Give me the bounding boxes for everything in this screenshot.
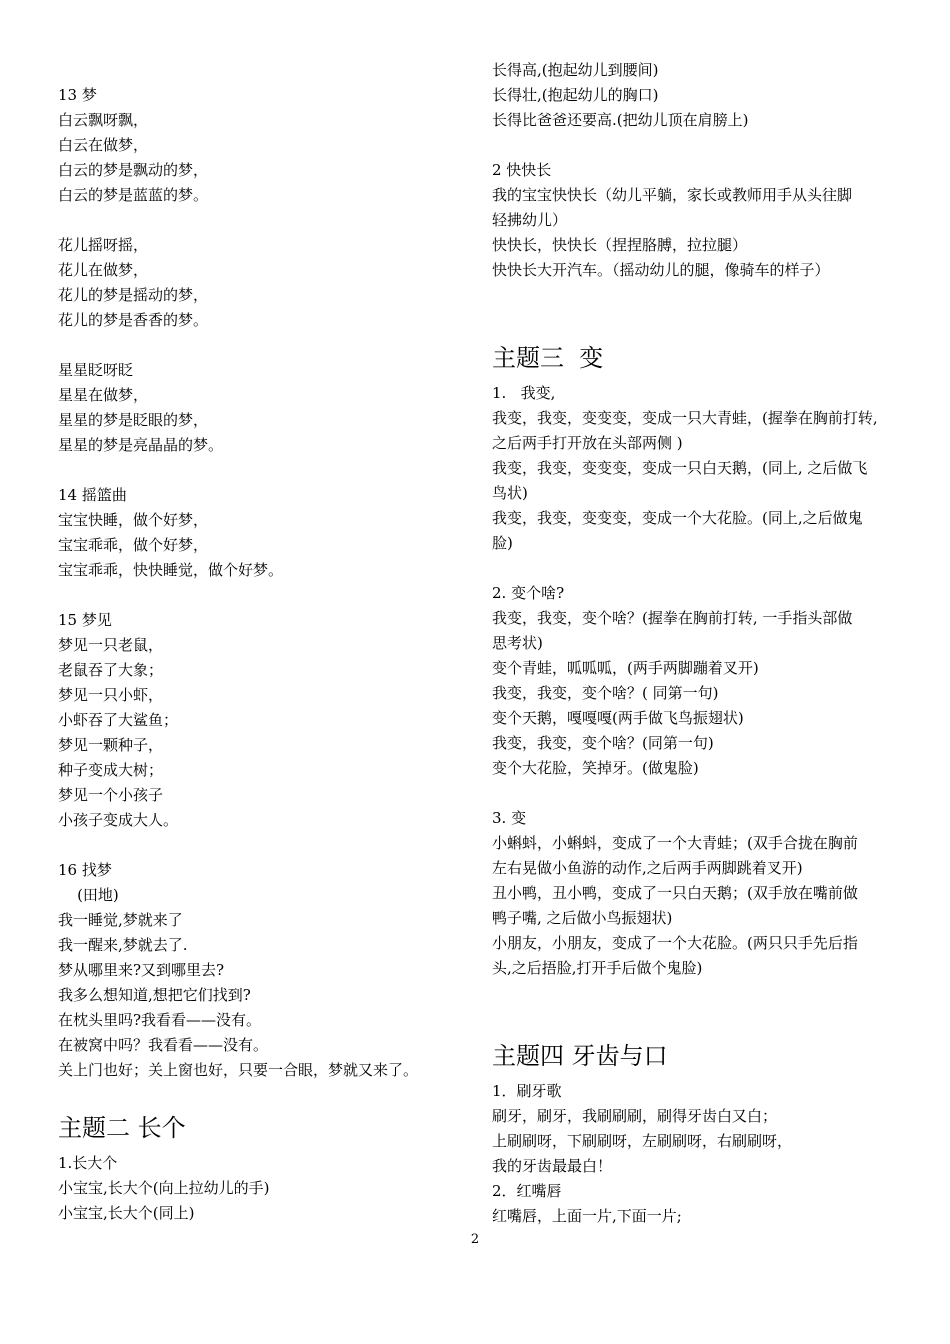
text-line: 我的宝宝快快长（幼儿平躺，家长或教师用手从头往脚	[492, 186, 853, 204]
text-line: 白云的梦是蓝蓝的梦。	[58, 186, 209, 204]
text-line: 我变，我变，变个啥？( 同第一句)	[492, 684, 719, 702]
poem-title: 1.长大个	[58, 1154, 118, 1172]
text-line: 左右晃做小鱼游的动作,之后两手两脚跳着叉开)	[492, 859, 803, 877]
text-line: 快快长，快快长（捏捏胳膊，拉拉腿）	[492, 236, 748, 254]
text-line: 白云的梦是飘动的梦，	[58, 161, 209, 179]
text-line: 梦见一只小虾，	[58, 686, 164, 704]
text-line: 变个天鹅，嘎嘎嘎(两手做飞鸟振翅状)	[492, 709, 744, 727]
text-line: 之后两手打开放在头部两侧 )	[492, 434, 683, 452]
text-line: 丑小鸭，丑小鸭，变成了一只白天鹅；(双手放在嘴前做	[492, 884, 858, 902]
poem-title: 15 梦见	[58, 611, 112, 629]
poem-title: 1．刷牙歌	[492, 1082, 562, 1100]
text-line: 花儿摇呀摇，	[58, 236, 149, 254]
text-line: 鸭子嘴, 之后做小鸟振翅状)	[492, 909, 673, 927]
text-line: 思考状)	[492, 634, 543, 652]
text-line: 我的牙齿最最白！	[492, 1157, 613, 1175]
section-heading: 主题四 牙齿与口	[492, 1042, 668, 1070]
author-line: (田地)	[58, 886, 119, 904]
text-line: 我一睡觉,梦就来了	[58, 911, 183, 929]
poem-title: 2. 变个啥?	[492, 584, 565, 602]
poem-title: 13 梦	[58, 86, 97, 104]
text-line: 在被窝中吗？我看看——没有。	[58, 1036, 269, 1054]
text-line: 花儿的梦是香香的梦。	[58, 311, 209, 329]
poem-title: 2 快快长	[492, 161, 552, 179]
text-line: 小宝宝,长大个(向上拉幼儿的手)	[58, 1179, 270, 1197]
text-line: 变个大花脸，笑掉牙。(做鬼脸)	[492, 759, 699, 777]
text-line: 我变，我变，变变变，变成一只大青蛙，(握拳在胸前打转,	[492, 409, 878, 427]
text-line: 长得壮,(抱起幼儿的胸口)	[492, 86, 659, 104]
text-line: 快快长大开汽车。（摇动幼儿的腿，像骑车的样子）	[492, 261, 830, 279]
text-line: 梦见一颗种子，	[58, 736, 164, 754]
text-line: 星星的梦是亮晶晶的梦。	[58, 436, 224, 454]
text-line: 我一醒来,梦就去了.	[58, 936, 188, 954]
text-line: 星星眨呀眨	[58, 361, 134, 379]
poem-title: 2．红嘴唇	[492, 1182, 562, 1200]
text-line: 宝宝乖乖，做个好梦，	[58, 536, 209, 554]
text-line: 我变，我变，变个啥？(握拳在胸前打转, 一手指头部做	[492, 609, 853, 627]
left-column	[58, 58, 458, 1226]
text-line: 红嘴唇，上面一片,下面一片;	[492, 1207, 682, 1225]
text-line: 小蝌蚪，小蝌蚪，变成了一个大青蛙；(双手合拢在胸前	[492, 834, 858, 852]
text-line: 梦从哪里来?又到哪里去?	[58, 961, 225, 979]
text-line: 我变，我变，变变变，变成一只白天鹅，(同上, 之后做飞	[492, 459, 868, 477]
text-line: 上刷刷呀，下刷刷呀，左刷刷呀，右刷刷呀，	[492, 1132, 793, 1150]
text-line: 花儿的梦是摇动的梦，	[58, 286, 209, 304]
text-line: 轻拂幼儿）	[492, 211, 568, 229]
text-line: 宝宝乖乖，快快睡觉，做个好梦。	[58, 561, 284, 579]
poem-title: 14 摇篮曲	[58, 486, 127, 504]
text-line: 白云飘呀飘，	[58, 111, 149, 129]
text-line: 变个青蛙，呱呱呱，(两手两脚蹦着叉开)	[492, 659, 759, 677]
text-line: 鸟状)	[492, 484, 528, 502]
text-line: 我变，我变，变个啥？(同第一句)	[492, 734, 714, 752]
poem-title: 1. 我变,	[492, 384, 556, 402]
text-line: 我变，我变，变变变，变成一个大花脸。(同上,之后做鬼	[492, 509, 863, 527]
text-line: 星星在做梦，	[58, 386, 149, 404]
text-line: 梦见一只老鼠，	[58, 636, 164, 654]
poem-title: 16 找梦	[58, 861, 112, 879]
text-line: 小宝宝,长大个(同上)	[58, 1204, 195, 1222]
section-heading: 主题三 变	[492, 344, 604, 372]
page-number: 2	[470, 1232, 480, 1247]
right-column	[492, 58, 902, 1229]
text-line: 老鼠吞了大象；	[58, 661, 164, 679]
text-line: 长得比爸爸还要高.(把幼儿顶在肩膀上)	[492, 111, 749, 129]
text-line: 我多么想知道,想把它们找到?	[58, 986, 251, 1004]
text-line: 白云在做梦，	[58, 136, 149, 154]
text-line: 刷牙，刷牙，我刷刷刷，刷得牙齿白又白；	[492, 1107, 778, 1125]
text-line: 梦见一个小孩子	[58, 786, 164, 804]
text-line: 星星的梦是眨眼的梦，	[58, 411, 209, 429]
text-line: 小虾吞了大鲨鱼；	[58, 711, 179, 729]
poem-title: 3. 变	[492, 809, 527, 827]
text-line: 花儿在做梦，	[58, 261, 149, 279]
text-line: 种子变成大树；	[58, 761, 164, 779]
section-heading: 主题二 长个	[58, 1114, 186, 1142]
text-line: 长得高,(抱起幼儿到腰间)	[492, 61, 659, 79]
text-line: 小孩子变成大人。	[58, 811, 179, 829]
text-line: 关上门也好；关上窗也好，只要一合眼，梦就又来了。	[58, 1061, 419, 1079]
text-line: 小朋友，小朋友，变成了一个大花脸。(两只只手先后指	[492, 934, 858, 952]
text-line: 在枕头里吗?我看看——没有。	[58, 1011, 262, 1029]
text-line: 头,之后捂脸,打开手后做个鬼脸)	[492, 959, 703, 977]
text-line: 宝宝快睡，做个好梦，	[58, 511, 209, 529]
text-line: 脸)	[492, 534, 513, 552]
